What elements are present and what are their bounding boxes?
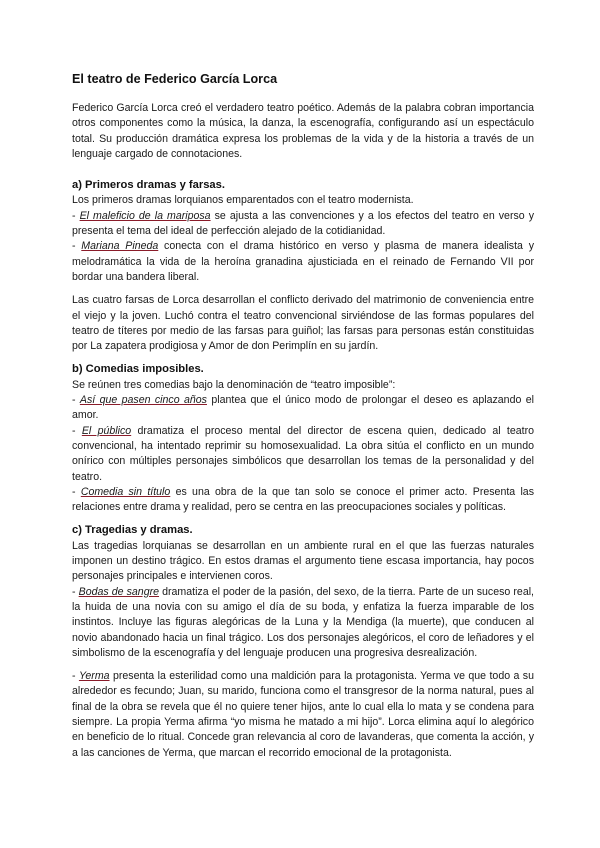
list-item-publico — [72, 424, 534, 485]
list-item-text: plantea que el único modo de prolongar el deseo es aplazando el amor. — [72, 394, 534, 422]
spacer — [72, 285, 534, 293]
section-c-lead: Las tragedias lorquianas se desarrollan en un ambiente rural en el que las fuerzas naturales imponen un destino trágico. En estos dramas el argumento tiene escasa importancia, hay pocos personajes principales e intervienen coros. — [72, 539, 534, 583]
list-item-text: dramatiza el proceso mental del director de escena quien, dedicado al teatro convencional, ha intentado reprimir su homosexualidad. La obra sitúa el conflicto en un mundo onírico con múltiples personajes simbólicos que desarrollan los temas de la personalidad y del teatro. — [72, 424, 534, 483]
spacer — [72, 661, 534, 669]
spacer — [72, 162, 534, 170]
section-c-heading: c) Tragedias y dramas. — [72, 524, 193, 537]
spacer — [72, 515, 534, 523]
section-b-lead: Se reúnen tres comedias bajo la denominación de “teatro imposible”: — [72, 378, 396, 391]
list-item-text: conecta con el drama histórico en verso y plasma de manera idealista y melodramática la vida de la heroína granadina ajusticiada en el reinado de Fernando VII por bordar una bandera liberal. — [72, 240, 534, 283]
list-dash: - — [72, 485, 81, 498]
section-a-lead: Los primeros dramas lorquianos emparentados con el teatro modernista. — [72, 194, 414, 207]
list-item-bodas — [72, 585, 534, 661]
list-dash: - — [72, 394, 80, 407]
list-item-text: se ajusta a las convenciones y a los efectos del teatro en verso y presenta el tema del ideal de perfección alejado de la cotidianidad. — [72, 209, 535, 238]
section-b-heading: b) Comedias imposibles. — [72, 363, 204, 376]
document-title: El teatro de Federico García Lorca — [72, 72, 278, 86]
work-title-publico: El público — [81, 424, 132, 437]
list-dash: - — [72, 670, 79, 683]
list-item-yerma — [72, 669, 534, 761]
list-item-text: dramatiza el poder de la pasión, del sexo, de la tierra. Parte de un suceso real, la huida de una novia con su amigo el día de su boda, y enfatiza la fuerza imparable de los instintos. Incluye las figuras alegóricas de la Luna y la Mendiga (la muerte), que conducen al novio abandonado hacia un final trágico. Los dos personajes alegóricos, el coro de leñadores y el simbolismo de la escenografía y del lenguaje producen una progresiva desrealización. — [72, 585, 535, 659]
list-item-mariana — [72, 239, 534, 285]
work-title-comedia: Comedia sin título — [80, 485, 171, 498]
intro-paragraph: Federico García Lorca creó el verdadero teatro poético. Además de la palabra cobran importancia otros componentes como la música, la danza, la escenografía, configurando así un espectáculo total. Su producción dramática expresa los problemas de la vida y de la historia a través de un lenguaje cargado de connotaciones. — [72, 102, 534, 160]
list-item-cinco-anos — [72, 393, 534, 424]
list-dash: - — [72, 209, 80, 222]
section-a-closing: Las cuatro farsas de Lorca desarrollan el conflicto derivado del matrimonio de conveniencia entre el viejo y la joven. Luchó contra el teatro convencional sirviéndose de las formas populares del teatro de títeres por medio de las farsas para guiñol; las farsas para personas están constituidas por La zapatera prodigiosa y Amor de don Perimplín en su jardín. — [72, 294, 534, 353]
list-item-comedia — [72, 485, 534, 516]
list-item-maleficio — [72, 209, 534, 240]
list-item-text: es una obra de la que tan solo se conoce el primer acto. Presenta las relaciones entre drama y realidad, pero se centra en las preocupaciones sociales y políticas. — [72, 485, 534, 514]
work-title-yerma: Yerma — [78, 670, 110, 683]
work-title-maleficio: El maleficio de la mariposa — [79, 209, 211, 222]
list-dash: - — [72, 585, 79, 598]
list-item-text: presenta la esterilidad como una maldición para la protagonista. Yerma ve que todo a su alrededor es fecundo; Juan, su marido, funciona como el transgresor de la norma natural, pues al final de la obra se revela que él no quiere tener hijos, ante lo cual ella lo mata y se condena para siempre. La propia Yerma afirma “yo misma he matado a mi hijo”. Lorca elimina aquí lo alegórico en beneficio de lo ritual. Concede gran relevancia al coro de lavanderas, que comenta la acción, y a las canciones de Yerma, que marcan el recorrido emocional de la protagonista. — [72, 670, 534, 759]
spacer — [72, 170, 534, 178]
section-a-heading: a) Primeros dramas y farsas. — [72, 179, 225, 192]
work-title-bodas: Bodas de sangre — [78, 585, 160, 598]
list-dash: - — [72, 240, 82, 253]
work-title-cinco-anos: Así que pasen cinco años — [79, 394, 207, 407]
list-dash: - — [72, 424, 82, 437]
spacer — [72, 354, 534, 362]
work-title-mariana: Mariana Pineda — [81, 240, 159, 253]
